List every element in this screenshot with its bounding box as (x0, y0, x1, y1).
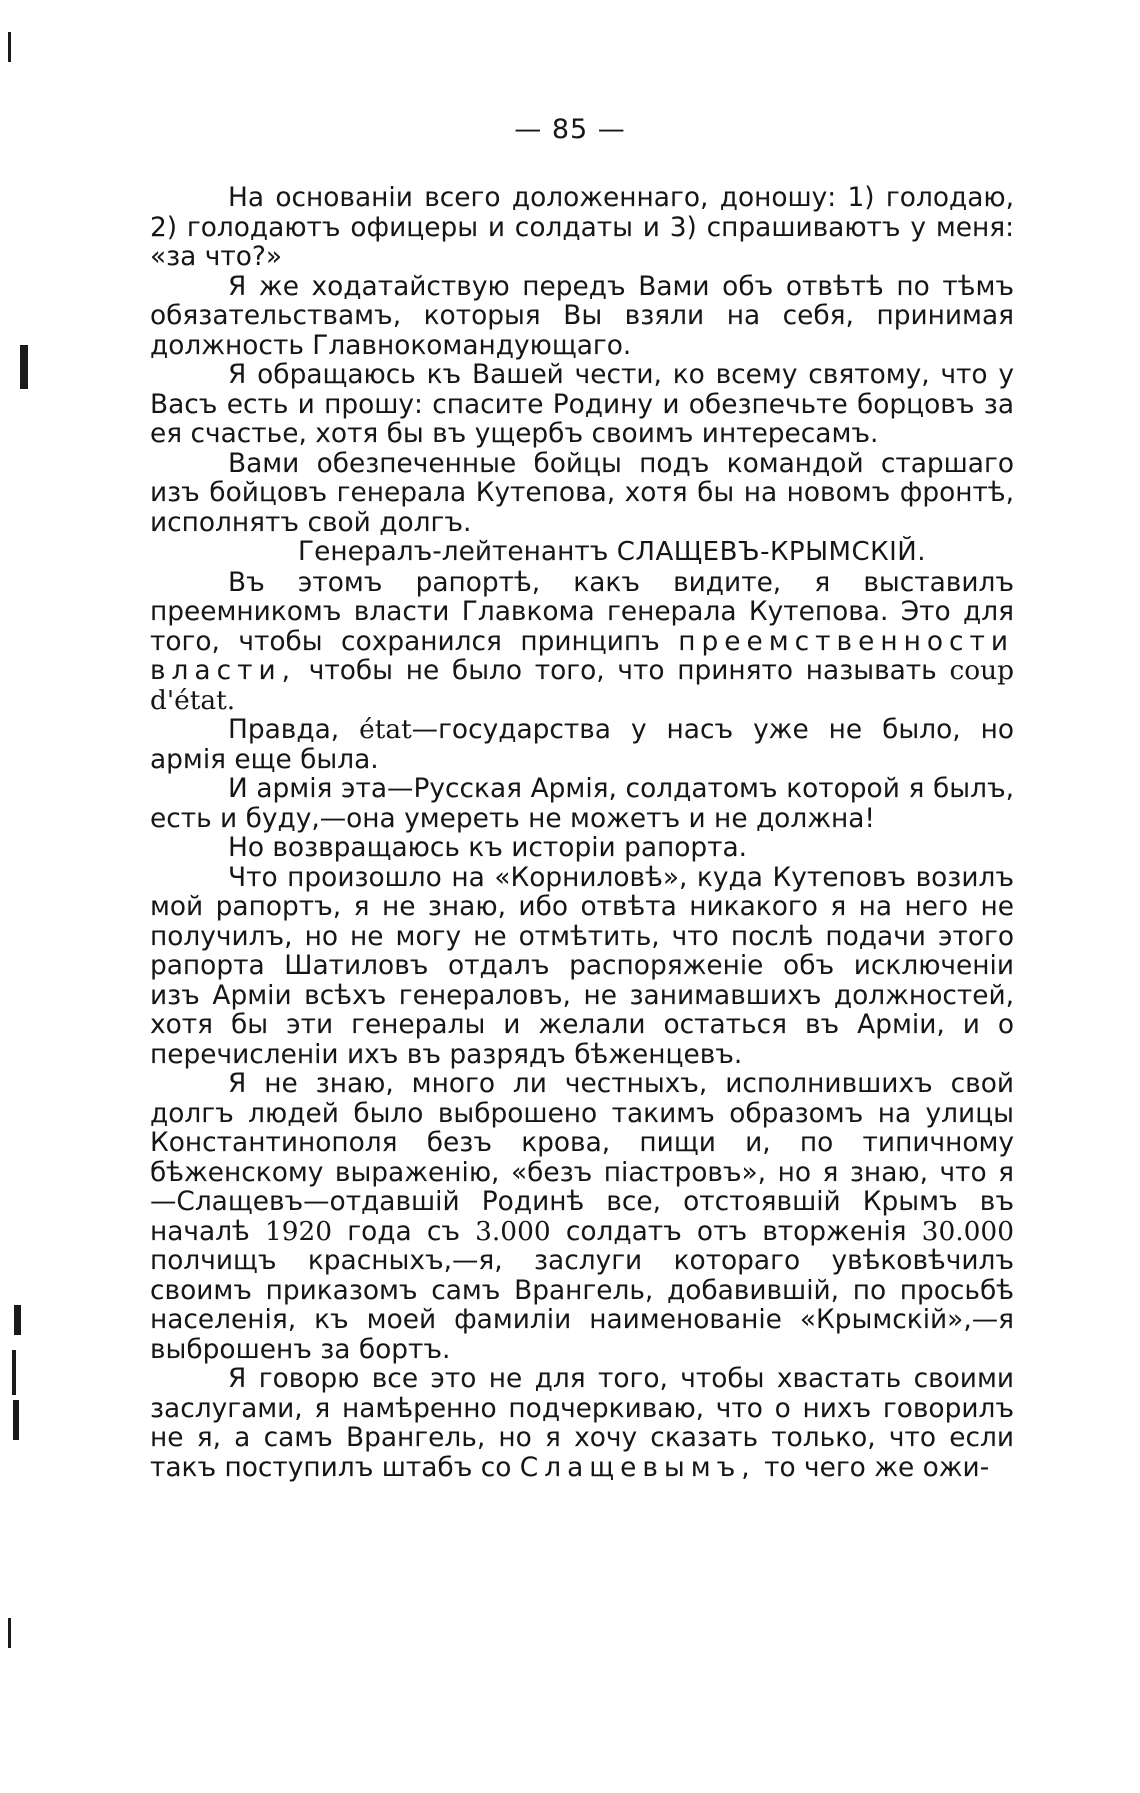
year-number: 1920 (264, 1215, 333, 1247)
signature (150, 537, 1014, 568)
text-run: года съ (347, 1215, 460, 1247)
text-run: Въ этомъ рапортѣ, какъ видите, я выставилъ преемникомъ власти Главкома генерала Кутепова. Это для того, чтобы сохранился принципъ (150, 566, 1014, 657)
paragraph (150, 1364, 1014, 1482)
signature-rank: Генералъ-лейтенантъ (298, 536, 609, 567)
paragraph: Что произошло на «Корниловѣ», куда Кутеповъ возилъ мой рапортъ, я не знаю, ибо отвѣта никакого я на него не получилъ, но не могу не отмѣтить, что послѣ подачи этого рапорта Шатиловъ отдалъ распоряженіе объ исключеніи изъ Арміи всѣхъ генераловъ, не занимавшихъ должностей, хотя бы эти генералы и желали остаться въ Арміи, и о перечисленіи ихъ въ разрядъ бѣженцевъ. (150, 861, 1014, 1070)
paragraph: Но возвращаюсь къ исторіи рапорта. (228, 832, 748, 863)
scan-mark (8, 32, 11, 62)
page-number: — 85 — (514, 114, 626, 145)
paragraph: Вами обезпеченные бойцы подъ командой старшаго изъ бойцовъ генерала Кутепова, хотя бы на новомъ фронтѣ, исполнятъ свой долгъ. (150, 447, 1014, 538)
body-text (150, 183, 1014, 1482)
spaced-text: Слащевымъ, (519, 1451, 756, 1483)
text-run: Я говорю все это не для того, чтобы хвастать своими заслугами, я намѣренно подчеркиваю, что о нихъ говорилъ не я, а самъ Врангель, но я хочу сказать только, что если такъ поступилъ штабъ со (150, 1363, 1014, 1483)
scan-mark (13, 1400, 19, 1440)
text-run: полчищъ красныхъ,—я, заслуги котораго увѣковѣчилъ своимъ приказомъ самъ Врангель, добавившій, по просьбѣ населенія, къ моей фамиліи наименованіе «Крымскій»,—я выброшенъ за бортъ. (150, 1245, 1014, 1365)
text-run: Я не знаю, много ли честныхъ, исполнившихъ свой долгъ людей было выброшено такимъ образомъ на улицы Константинополя безъ крова, пищи и, по типичному бѣженскому выраженію, «безъ піастровъ», но я знаю, что я—Слащевъ—отдавшій Родинѣ все, отстоявшій Крымъ въ началѣ (150, 1068, 1014, 1247)
foreign-word: état (359, 714, 412, 745)
paragraph: Я же ходатайствую передъ Вами объ отвѣтѣ по тѣмъ обязательствамъ, которыя Вы взяли на себя, принимая должность Главнокомандующаго. (150, 270, 1014, 361)
scan-mark (8, 1618, 11, 1648)
foreign-phrase: coup d'état. (150, 655, 1015, 716)
text-run: Правда, (228, 714, 340, 745)
number: 3.000 (475, 1215, 551, 1247)
scan-mark (12, 1350, 16, 1395)
spaced-text: преемственности власти, (150, 625, 1015, 686)
scan-mark (14, 1305, 21, 1335)
paragraph (150, 1069, 1014, 1364)
paragraph (150, 568, 1014, 716)
text-run: —государства у насъ уже не было, но армія еще была. (150, 714, 1014, 775)
paragraph: На основаніи всего доложеннаго, доношу: 1) голодаю, 2) голодаютъ офицеры и солдаты и 3) спрашиваютъ у меня: «за что?» (150, 182, 1014, 272)
number: 30.000 (921, 1215, 1015, 1247)
signature-name: СЛАЩЕВЪ-КРЫМСКІЙ. (616, 537, 926, 567)
paragraph: И армія эта—Русская Армія, солдатомъ которой я былъ, есть и буду,—она умереть не можетъ и не должна! (150, 773, 1014, 834)
paragraph (150, 715, 1014, 774)
scan-mark (20, 345, 28, 389)
text-run: то чего же ожи- (764, 1451, 990, 1483)
paragraph: Я обращаюсь къ Вашей чести, ко всему святому, что у Васъ есть и прошу: спасите Родину и обезпечьте борцовъ за ея счастье, хотя бы въ ущербъ своимъ интересамъ. (150, 359, 1014, 449)
text-run: чтобы не было того, что принято называть (308, 655, 937, 686)
text-run: солдатъ отъ вторженія (565, 1215, 907, 1247)
